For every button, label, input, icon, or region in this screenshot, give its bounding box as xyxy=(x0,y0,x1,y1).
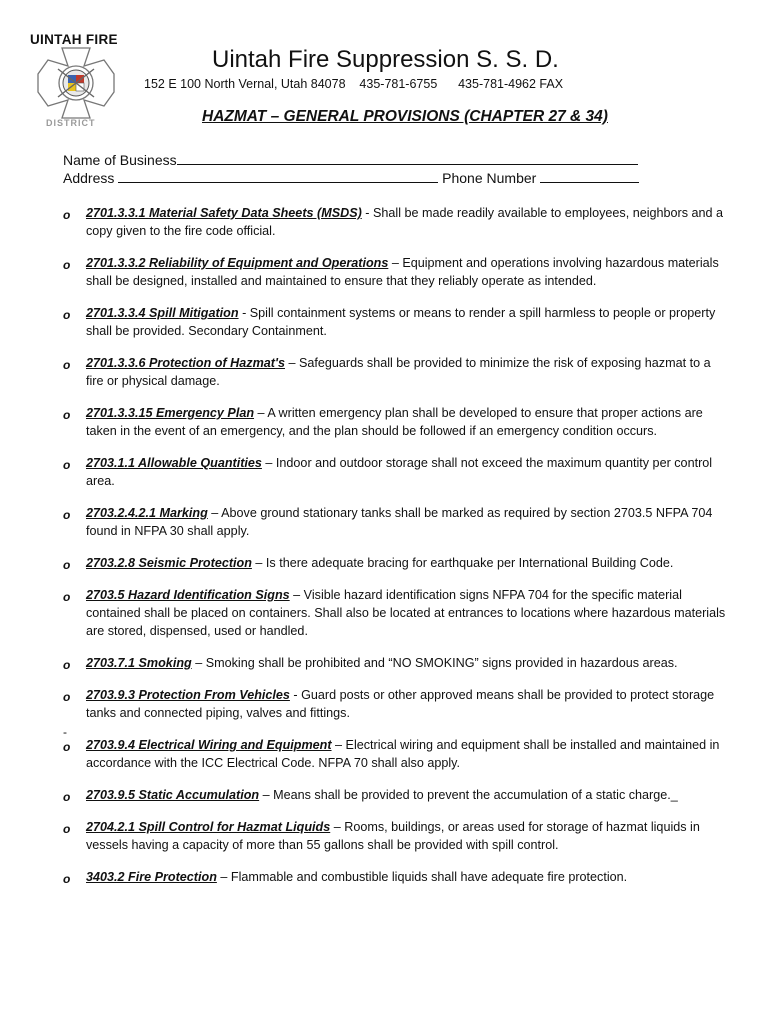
provision-code: 2703.2.8 Seismic Protection xyxy=(86,556,252,570)
business-name-field[interactable] xyxy=(63,152,638,168)
logo-bottom-text: DISTRICT xyxy=(46,118,96,128)
bullet-icon: o xyxy=(63,558,71,572)
bullet-icon: o xyxy=(63,258,71,272)
provisions-list xyxy=(63,204,731,886)
section-heading: HAZMAT – GENERAL PROVISIONS (CHAPTER 27 & 34) xyxy=(202,108,608,125)
provision-item xyxy=(63,254,731,290)
bullet-icon: o xyxy=(63,208,71,222)
provision-text: – Is there adequate bracing for earthquake per International Building Code. xyxy=(251,556,674,570)
provision-item xyxy=(63,818,731,854)
provision-code: 2704.2.1 Spill Control for Hazmat Liquids xyxy=(86,820,331,834)
provision-text: – Safeguards shall be provided to minimize the risk of exposing hazmat to a fire or physical damage. xyxy=(86,356,711,388)
provision-text: - Spill containment systems or means to render a spill harmless to people or property shall be provided. Secondary Containment. xyxy=(86,306,716,338)
address-line[interactable] xyxy=(118,170,438,183)
provision-text: – Means shall be provided to prevent the accumulation of a static charge._ xyxy=(259,788,678,802)
provision-text: – Equipment and operations involving hazardous materials shall be designed, installed and maintained to ensure that they reliably operate as intended. xyxy=(86,256,719,288)
provision-code: 2703.2.4.2.1 Marking xyxy=(86,506,208,520)
provision-code: 2701.3.3.6 Protection of Hazmat's xyxy=(86,356,285,370)
maltese-cross-icon xyxy=(28,44,124,122)
provision-text: - Guard posts or other approved means shall be provided to protect storage tanks and connected piping, valves and fittings. xyxy=(86,688,715,720)
address-label: Address xyxy=(63,170,115,186)
provision-item xyxy=(63,586,731,640)
provision-item xyxy=(63,304,731,340)
bullet-icon: o xyxy=(63,408,71,422)
bullet-icon: o xyxy=(63,508,71,522)
logo-top-text: UINTAH FIRE xyxy=(30,32,118,47)
provision-item xyxy=(63,354,731,390)
provision-item xyxy=(63,554,731,572)
provision-item xyxy=(63,868,731,886)
provision-item xyxy=(63,504,731,540)
provision-text: – Above ground stationary tanks shall be marked as required by section 2703.5 NFPA 704 found in NFPA 30 shall apply. xyxy=(86,506,713,538)
provision-item xyxy=(63,404,731,440)
provision-code: 2703.5 Hazard Identification Signs xyxy=(86,588,290,602)
provision-item xyxy=(63,204,731,240)
business-name-label: Name of Business xyxy=(63,152,177,168)
contact-info: 152 E 100 North Vernal, Utah 84078 435-781-6755 435-781-4962 FAX xyxy=(144,77,564,91)
bullet-icon: o xyxy=(63,658,71,672)
bullet-icon: o xyxy=(63,308,71,322)
provision-text: – Smoking shall be prohibited and “NO SMOKING” signs provided in hazardous areas. xyxy=(191,656,678,670)
phone-label: Phone Number xyxy=(442,170,537,186)
provision-code: 2701.3.3.1 Material Safety Data Sheets (MSDS) xyxy=(86,206,362,220)
fire-district-logo xyxy=(28,32,136,132)
business-name-line[interactable] xyxy=(177,152,638,165)
provision-code: 2703.1.1 Allowable Quantities xyxy=(86,456,262,470)
provision-item xyxy=(63,454,731,490)
provision-item xyxy=(63,736,731,772)
provision-code: 3403.2 Fire Protection xyxy=(86,870,217,884)
provision-text: - Shall be made readily available to employees, neighbors and a copy given to the fire code official. xyxy=(86,206,724,238)
bullet-icon: o xyxy=(63,358,71,372)
bullet-icon: o xyxy=(63,790,71,804)
address-field[interactable] xyxy=(63,170,639,186)
provision-code: 2703.9.4 Electrical Wiring and Equipment xyxy=(86,738,332,752)
stray-dash: - xyxy=(63,725,67,739)
bullet-icon: o xyxy=(63,458,71,472)
provision-code: 2703.9.5 Static Accumulation xyxy=(86,788,260,802)
phone-line[interactable] xyxy=(540,170,639,183)
provision-code: 2701.3.3.2 Reliability of Equipment and Operations xyxy=(86,256,389,270)
bullet-icon: o xyxy=(63,872,71,886)
provision-code: 2701.3.3.15 Emergency Plan xyxy=(86,406,255,420)
provision-text: – Electrical wiring and equipment shall be installed and maintained in accordance with the ICC Electrical Code. NFPA 70 shall also apply. xyxy=(86,738,720,770)
provision-text: – Rooms, buildings, or areas used for storage of hazmat liquids in vessels having a capacity of more than 55 gallons shall be provided with spill control. xyxy=(86,820,700,852)
provision-text: – Visible hazard identification signs NFPA 704 for the specific material contained shall be placed on containers. Shall also be located at entrances to locations where hazardous materials are stored, dispensed, used or handled. xyxy=(86,588,726,638)
bullet-icon: o xyxy=(63,590,71,604)
provision-item xyxy=(63,654,731,672)
page-title: Uintah Fire Suppression S. S. D. xyxy=(212,46,559,73)
provision-code: 2703.7.1 Smoking xyxy=(86,656,192,670)
bullet-icon: o xyxy=(63,740,71,754)
provision-item xyxy=(63,686,731,722)
provision-code: 2701.3.3.4 Spill Mitigation xyxy=(86,306,239,320)
provision-code: 2703.9.3 Protection From Vehicles xyxy=(86,688,290,702)
bullet-icon: o xyxy=(63,690,71,704)
provision-text: – A written emergency plan shall be developed to ensure that proper actions are taken in the event of an emergency, and the plan should be followed if an emergency condition occurs. xyxy=(86,406,703,438)
provision-text: – Flammable and combustible liquids shall have adequate fire protection. xyxy=(216,870,628,884)
bullet-icon: o xyxy=(63,822,71,836)
provision-item xyxy=(63,786,731,804)
provision-text: – Indoor and outdoor storage shall not exceed the maximum quantity per control area. xyxy=(86,456,713,488)
